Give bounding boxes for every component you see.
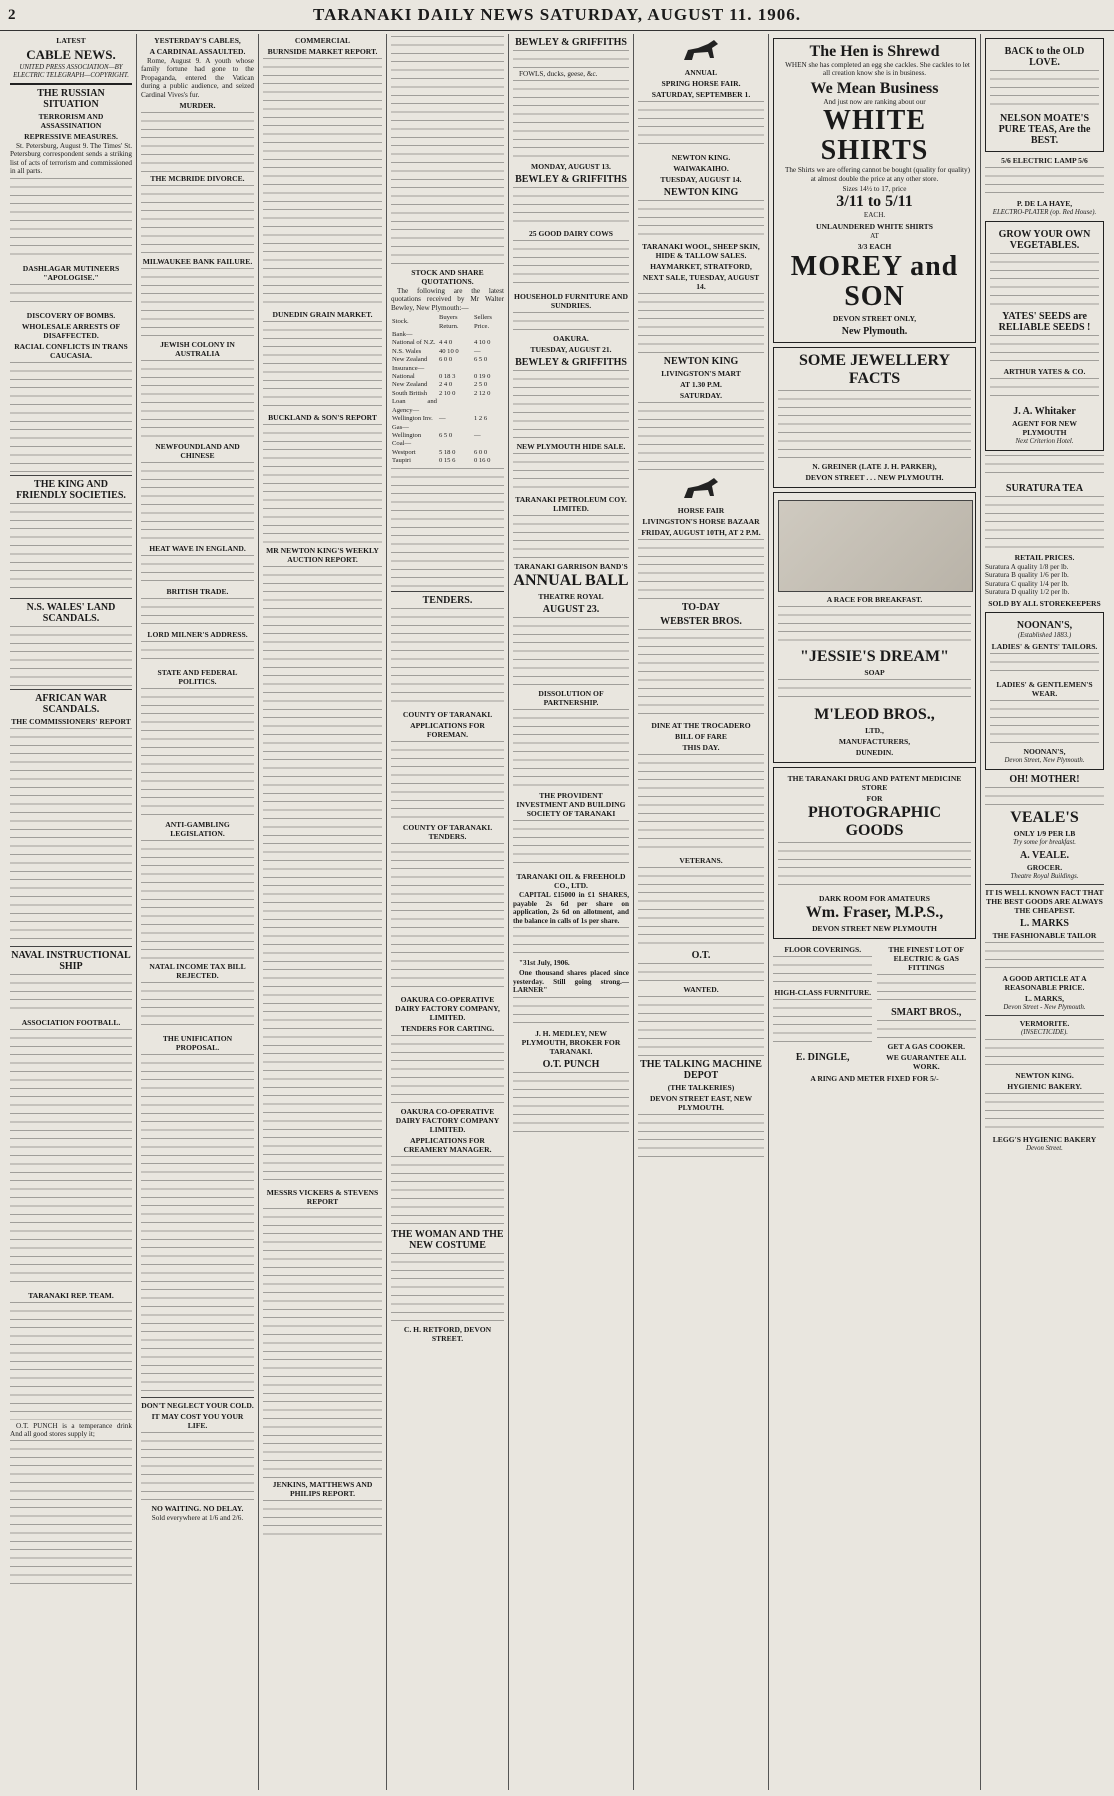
- commercial-heading: COMMERCIAL: [294, 36, 351, 45]
- agent-text: AGENT FOR NEW PLYMOUTH: [1012, 419, 1077, 437]
- smart-heading: SMART BROS.,: [891, 1007, 962, 1019]
- ltd-text: LTD.,: [865, 726, 884, 736]
- goods-heading: GOODS: [845, 822, 904, 840]
- natal-heading: NATAL INCOME TAX BILL REJECTED.: [149, 962, 246, 981]
- livingston-heading: LIVINGSTON'S MART: [661, 369, 741, 378]
- milner-heading: LORD MILNER'S ADDRESS.: [147, 630, 248, 640]
- table-row: Coal—: [392, 440, 412, 448]
- saturday-heading: SATURDAY, SEPTEMBER 1.: [651, 90, 751, 99]
- bg2-heading: BEWLEY & GRIFFITHS: [515, 174, 627, 186]
- leggs-text: LEGG'S HYGIENIC BAKERY: [992, 1134, 1097, 1144]
- provident-heading: THE PROVIDENT INVESTMENT AND BUILDING SOCIETY OF TARANAKI: [516, 791, 626, 819]
- vermorite-heading: VERMORITE.: [1019, 1018, 1070, 1028]
- price-line: Suratura A quality 1/8 per lb.: [985, 563, 1069, 571]
- nk2-heading: NEWTON KING: [663, 356, 739, 367]
- column-newton-king: [634, 34, 769, 1790]
- friday-heading: FRIDAY, AUGUST 10TH, AT 2 P.M.: [641, 528, 761, 537]
- column-commercial: [259, 34, 387, 1790]
- british-trade-heading: BRITISH TRADE.: [166, 587, 229, 597]
- morey-heading: MOREY and SON: [790, 251, 959, 313]
- messrs-heading: MESSRS VICKERS & STEVENS REPORT: [266, 1188, 379, 1206]
- hide-heading: NEW PLYMOUTH HIDE SALE.: [516, 442, 626, 452]
- mart-time: AT 1.30 P.M.: [680, 380, 722, 389]
- cooker-heading: GET A GAS COOKER.: [887, 1042, 966, 1052]
- guarantee-text: WE GUARANTEE ALL WORK.: [886, 1053, 967, 1072]
- table-row: South British 2 10 0 2 12 0: [392, 389, 491, 397]
- latest-label: LATEST: [56, 36, 86, 45]
- noonan-addr: Devon Street, New Plymouth.: [1004, 756, 1085, 764]
- price-line: Suratura D quality 1/2 per lb.: [985, 588, 1070, 597]
- tailors-heading: LADIES' & GENTS' TAILORS.: [991, 641, 1098, 651]
- ot-heading: O.T.: [691, 950, 711, 961]
- price-line: Suratura C quality 1/4 per lb.: [985, 579, 1069, 588]
- noonan-ad: [985, 612, 1104, 770]
- tuesday-heading: TUESDAY, AUGUST 21.: [530, 345, 612, 355]
- dunedin-text: DUNEDIN.: [855, 748, 894, 758]
- electric-heading: THE FINEST LOT OF ELECTRIC & GAS FITTINGS: [888, 945, 964, 973]
- price-text: 3/11 to 5/11: [836, 193, 913, 211]
- wholesale-heading: WHOLESALE ARRESTS OF DISAFFECTED.: [21, 321, 121, 340]
- cable-news-heading: CABLE NEWS.: [26, 47, 116, 62]
- for-text: FOR: [866, 794, 883, 804]
- whitaker-heading: J. A. Whitaker: [1013, 406, 1076, 417]
- devon-text: DEVON STREET ONLY,: [832, 314, 917, 324]
- theatre-heading: THEATRE ROYAL: [538, 592, 604, 602]
- bewley-heading: BEWLEY & GRIFFITHS: [515, 37, 627, 48]
- anti-gambling-heading: ANTI-GAMBLING LEGISLATION.: [165, 820, 230, 839]
- mcleod-heading: M'LEOD BROS.,: [814, 706, 935, 724]
- dashbag-heading: DASHLAGAR MUTINEERS "APOLOGISE.": [22, 263, 120, 282]
- spring-heading: SPRING HORSE FAIR.: [661, 79, 741, 88]
- known-heading: IT IS WELL KNOWN FACT THAT THE BEST GOODS ARE ALWAYS THE CHEAPEST.: [985, 887, 1104, 915]
- carting-heading: TENDERS FOR CARTING.: [400, 1023, 495, 1033]
- table-row: Gas—: [392, 423, 409, 431]
- tuesday-heading: TUESDAY, AUGUST 14.: [660, 175, 742, 184]
- jenkins-heading: JENKINS, MATTHEWS AND PHILIPS REPORT.: [272, 1480, 373, 1498]
- shares-text: One thousand shares placed since yesterday. Still going strong.—LARNER": [513, 969, 629, 995]
- cable-sub: UNITED PRESS ASSOCIATION—BY ELECTRIC TELEGRAPH—COPYRIGHT.: [13, 64, 129, 79]
- football-heading: ASSOCIATION FOOTBALL.: [21, 1017, 121, 1027]
- neglect-heading: DON'T NEGLECT YOUR COLD.: [141, 1401, 254, 1411]
- breakfast-illustration: [778, 500, 973, 592]
- lamp-heading: 5/6 ELECTRIC LAMP 5/6: [1001, 156, 1088, 165]
- talking-heading: THE TALKING MACHINE DEPOT: [640, 1059, 762, 1081]
- veale-heading: A. VEALE.: [1020, 849, 1069, 861]
- murder-heading: MURDER.: [179, 101, 216, 111]
- dingle-heading: E. DINGLE,: [795, 1052, 850, 1064]
- oil-heading: TARANAKI OIL & FREEHOLD CO., LTD.: [516, 872, 626, 891]
- table-row: N.S. Wales 40 10 0 —: [392, 347, 481, 355]
- king-heading: THE KING AND FRIENDLY SOCIETIES.: [16, 478, 126, 501]
- dunedin-heading: DUNEDIN GRAIN MARKET.: [272, 310, 373, 319]
- shirts-text: The Shirts we are offering cannot be bought (quality for quality) at almost double the price at any other store.: [784, 166, 971, 183]
- horse-illustration: [678, 474, 724, 504]
- state-fed-heading: STATE AND FEDERAL POLITICS.: [157, 668, 238, 687]
- hygienic-heading: HYGIENIC BAKERY.: [1007, 1081, 1082, 1091]
- this-day-heading: THIS DAY.: [682, 743, 720, 752]
- stock-col-header: Sellers Price.: [473, 314, 492, 330]
- band-heading: TARANAKI GARRISON BAND'S: [514, 562, 628, 572]
- table-row: Insurance—: [392, 364, 425, 372]
- jewish-heading: JEWISH COLONY IN AUSTRALIA: [160, 340, 235, 359]
- fraser-addr: DEVON STREET NEW PLYMOUTH: [812, 924, 937, 934]
- burnside-heading: BURNSIDE MARKET REPORT.: [267, 47, 378, 56]
- today-heading: TO-DAY: [681, 602, 721, 613]
- okaura-heading: OAKURA.: [553, 334, 589, 344]
- soap-ad: [773, 492, 976, 763]
- bill-heading: BILL OF FARE: [675, 732, 727, 741]
- dissolution-heading: DISSOLUTION OF PARTNERSHIP.: [538, 689, 604, 708]
- devon-addr: DEVON STREET EAST, NEW PLYMOUTH.: [649, 1094, 753, 1112]
- newfoundland-heading: NEWFOUNDLAND AND CHINESE: [155, 442, 240, 461]
- fair-heading: HORSE FAIR: [677, 506, 725, 515]
- floor-heading: FLOOR COVERINGS.: [784, 945, 862, 955]
- stock-col-header: Buyers Return.: [438, 314, 459, 330]
- leggs-addr: Devon Street.: [1026, 1144, 1063, 1152]
- monday-heading: MONDAY, AUGUST 13.: [531, 162, 611, 172]
- table-row: New Zealand 2 4 0 2 5 0: [392, 381, 488, 389]
- page-number: 2: [8, 7, 17, 23]
- at-text: AT: [870, 231, 879, 240]
- medley-text: J. H. MEDLEY, NEW PLYMOUTH, BROKER FOR TARANAKI.: [521, 1028, 621, 1056]
- newton-heading: NEWTON KING.: [671, 153, 731, 162]
- cardinal-heading: A CARDINAL ASSAULTED.: [149, 47, 246, 56]
- annual-label: ANNUAL: [684, 68, 718, 77]
- noonan-heading: NOONAN'S,: [1016, 619, 1073, 631]
- date-heading: AUGUST 23.: [542, 604, 600, 616]
- next-sale-heading: NEXT SALE, TUESDAY, AUGUST 14.: [642, 273, 760, 291]
- nk-text: NEWTON KING.: [1015, 1070, 1074, 1080]
- table-row: National 0 18 3 0 19 0: [392, 373, 491, 381]
- jewellery-heading: SOME JEWELLERY FACTS: [798, 352, 951, 388]
- mcbride-heading: THE MCBRIDE DIVORCE.: [150, 174, 245, 184]
- ranking-text: And just now are ranking about our: [823, 97, 926, 106]
- article-heading: A GOOD ARTICLE AT A REASONABLE PRICE.: [1002, 973, 1087, 992]
- stock-heading: STOCK AND SHARE QUOTATIONS.: [411, 268, 484, 286]
- horse-illustration: [678, 36, 724, 66]
- ring-heading: A RING AND METER FIXED FOR 5/-: [810, 1074, 939, 1084]
- veales-heading: VEALE'S: [1010, 808, 1079, 826]
- okaura-heading: OAKURA CO-OPERATIVE DAIRY FACTORY COMPANY, LIMITED.: [395, 994, 500, 1022]
- petroleum-heading: TARANAKI PETROLEUM COY. LIMITED.: [515, 495, 627, 514]
- date2-text: "31st July, 1906.: [519, 959, 570, 968]
- grocer-text: GROCER.: [1026, 862, 1063, 872]
- race-heading: A RACE FOR BREAKFAST.: [826, 595, 923, 605]
- est-text: (Established 1883.): [1017, 631, 1072, 639]
- capital-text: CAPITAL £15000 in £1 SHARES, payable 2s 6d per share on application, 2s 6d on allotment, and the balance in calls of 1s per share.: [513, 891, 629, 925]
- marks-heading: L. MARKS: [1020, 917, 1069, 929]
- racial-heading: RACIAL CONFLICTS IN TRANS CAUCASIA.: [14, 341, 128, 360]
- suratura-heading: SURATURA TEA: [1005, 483, 1084, 494]
- no-waiting-heading: NO WAITING. NO DELAY.: [151, 1504, 244, 1514]
- photo-heading: PHOTOGRAPHIC: [807, 804, 942, 822]
- mfr-text: MANUFACTURERS,: [838, 737, 911, 747]
- table-row: Wellington Inv. — 1 2 6: [392, 415, 488, 423]
- column-bewley-griffiths: [509, 34, 634, 1790]
- cost-heading: IT MAY COST YOU YOUR LIFE.: [151, 1412, 244, 1431]
- photo-ad: [773, 767, 976, 939]
- waiwakaiho-heading: WAIWAKAIHO.: [673, 164, 729, 173]
- saturday2-heading: SATURDAY.: [679, 391, 723, 400]
- heatwave-heading: HEAT WAVE IN ENGLAND.: [149, 544, 246, 554]
- wanted-heading: WANTED.: [683, 985, 719, 994]
- cables-heading: YESTERDAY'S CABLES,: [154, 36, 241, 45]
- price-line: Suratura B quality 1/6 per lb.: [985, 571, 1069, 580]
- table-row: Westport 5 18 0 6 0 0: [392, 448, 488, 456]
- sold-text: Sold everywhere at 1/6 and 2/6.: [151, 1514, 244, 1523]
- fraser-heading: Wm. Fraser, M.P.S.,: [805, 904, 944, 922]
- russian-heading: THE RUSSIAN SITUATION: [37, 88, 105, 110]
- greiner-text: N. GREINER (LATE J. H. PARKER),: [812, 462, 937, 472]
- terrorism-heading: TERRORISM AND ASSASSINATION: [38, 112, 104, 130]
- hen-title: The Hen is Shrewd: [809, 43, 940, 60]
- bazaar-heading: LIVINGSTON'S HORSE BAZAAR: [642, 517, 760, 526]
- county-heading: COUNTY OF TARANAKI.: [402, 709, 493, 719]
- tea-ad: [985, 38, 1104, 152]
- column-display-ads: [769, 34, 981, 1790]
- buckland-heading: BUCKLAND & SON'S REPORT: [268, 413, 377, 422]
- commissioners-heading: THE COMMISSIONERS' REPORT: [11, 716, 131, 726]
- cows-heading: 25 GOOD DAIRY COWS: [528, 229, 614, 239]
- stock-table-header: [391, 314, 504, 331]
- seeds-ad: [985, 221, 1104, 451]
- punch-verse: O.T. PUNCH is a temperance drink And all good stores supply it;: [10, 1421, 132, 1439]
- veterans-heading: VETERANS.: [679, 856, 723, 865]
- table-row: Wellington 6 5 0 —: [392, 431, 481, 439]
- masthead: [0, 0, 1114, 31]
- yates-heading: YATES' SEEDS are RELIABLE SEEDS !: [998, 311, 1091, 333]
- bg3-heading: BEWLEY & GRIFFITHS: [515, 357, 627, 369]
- russian-text: St. Petersburg, August 9. The Times' St. Petersburg correspondent sends a striking list of acts of terrorism and commissioned in all parts.: [10, 142, 132, 176]
- cardinal-text: Rome, August 9. A youth whose family fortune had gone to the Propaganda, entered the Vatican during a public audience, and seized Cardinal Vives's fur.: [141, 57, 254, 99]
- we-mean-text: We Mean Business: [810, 79, 939, 97]
- haymarket-heading: HAYMARKET, STRATFORD,: [650, 262, 752, 271]
- retford-text: C. H. RETFORD, DEVON STREET.: [403, 1324, 492, 1343]
- newtown-heading: MR NEWTON KING'S WEEKLY AUCTION REPORT.: [266, 546, 379, 564]
- noonan2-text: NOONAN'S,: [1023, 746, 1066, 756]
- unification-heading: THE UNIFICATION PROPOSAL.: [162, 1034, 233, 1053]
- furniture-heading: HOUSEHOLD FURNITURE AND SUNDRIES.: [514, 292, 628, 311]
- nelson-heading: NELSON MOATE'S PURE TEAS, Are the BEST.: [998, 113, 1091, 146]
- only-text: ONLY 1/9 PER LB: [1013, 828, 1076, 838]
- bottom-ads: [773, 943, 976, 1072]
- table-row: Taupiri 0 15 6 0 16 0: [392, 457, 491, 465]
- unlaundered-text: UNLAUNDERED WHITE SHIRTS: [816, 221, 933, 231]
- haye-heading: P. DE LA HAYE,: [1016, 199, 1073, 208]
- high-heading: HIGH-CLASS FURNITURE.: [774, 988, 872, 998]
- greiner-addr: DEVON STREET . . . NEW PLYMOUTH.: [805, 473, 944, 483]
- marks2-text: L. MARKS,: [1024, 993, 1065, 1003]
- wool-heading: TARANAKI WOOL, SHEEP SKIN, HIDE & TALLOW SALES.: [642, 242, 760, 260]
- column-cable-news: [6, 34, 137, 1790]
- webster-heading: WEBSTER BROS.: [660, 616, 742, 627]
- insecticide-text: (INSECTICIDE).: [1020, 1028, 1068, 1036]
- marks-addr: Devon Street - New Plymouth.: [1003, 1003, 1086, 1011]
- try-text: Try some for breakfast.: [1013, 838, 1076, 846]
- hen-ad: [773, 38, 976, 343]
- sizes-text: Sizes 14½ to 17, price: [842, 185, 907, 194]
- grow-heading: GROW YOUR OWN VEGETABLES.: [998, 229, 1091, 251]
- theatre-text: Theatre Royal Buildings.: [1010, 872, 1079, 880]
- stock-sub: The following are the latest quotations received by Mr Walter Bewley, New Plymouth:—: [391, 287, 504, 312]
- fashionable-text: THE FASHIONABLE TAILOR: [992, 930, 1097, 940]
- back-heading: BACK to the OLD LOVE.: [1004, 46, 1085, 68]
- columns: [6, 34, 1108, 1790]
- column-stock: [387, 34, 509, 1790]
- masthead-title: TARANAKI DAILY NEWS SATURDAY, AUGUST 11. 1906.: [313, 5, 801, 24]
- woman-heading: THE WOMAN AND THE NEW COSTUME: [391, 1228, 504, 1251]
- sold-heading: SOLD BY ALL STOREKEEPERS: [988, 598, 1101, 608]
- retail-heading: RETAIL PRICES.: [1014, 553, 1075, 562]
- trocadero-heading: DINE AT THE TROCADERO: [651, 721, 751, 730]
- soap-label: SOAP: [864, 668, 885, 678]
- okaura2-heading: OAKURA CO-OPERATIVE DAIRY FACTORY COMPANY LIMITED.: [395, 1106, 500, 1134]
- nk-heading: NEWTON KING: [663, 187, 739, 198]
- table-row: New Zealand 6 0 0 6 5 0: [392, 356, 488, 364]
- jessie-heading: "JESSIE'S DREAM": [800, 648, 949, 666]
- naval-heading: NAVAL INSTRUCTIONAL SHIP: [11, 949, 131, 972]
- foreman-heading: APPLICATIONS FOR FOREMAN.: [410, 720, 485, 739]
- yates-co: ARTHUR YATES & CO.: [1003, 367, 1086, 376]
- haye-sub: ELECTRO-PLATER (op. Red House).: [992, 209, 1097, 216]
- rep-team-heading: TARANAKI REP. TEAM.: [28, 1290, 114, 1300]
- each-text: EACH.: [863, 211, 886, 220]
- darkroom-text: DARK ROOM FOR AMATEURS: [818, 894, 931, 904]
- wear-heading: LADIES' & GENTLEMEN'S WEAR.: [996, 679, 1093, 698]
- np-text: New Plymouth.: [841, 326, 908, 338]
- table-row: Bank—: [392, 331, 413, 339]
- table-row: National of N.Z. 4 4 0 4 10 0: [392, 339, 491, 347]
- shirts-heading: WHITE SHIRTS: [820, 105, 929, 167]
- criterion-text: Next Criterion Hotel.: [1015, 438, 1074, 445]
- fowls-text: FOWLS, ducks, geese, &c.: [519, 70, 598, 78]
- price2-text: 3/3 EACH: [857, 242, 892, 252]
- talkeries: (THE TALKERIES): [667, 1083, 735, 1092]
- nsw-heading: N.S. WALES' LAND SCANDALS.: [26, 601, 116, 624]
- drug-heading: THE TARANAKI DRUG AND PATENT MEDICINE STORE: [787, 774, 962, 793]
- electric-ad: [877, 943, 976, 1072]
- repressive-heading: REPRESSIVE MEASURES.: [24, 132, 118, 141]
- floor-ad: [773, 943, 872, 1072]
- stock-col-header: Stock.: [392, 318, 409, 326]
- column-yesterdays-cables: [137, 34, 259, 1790]
- column-small-ads: [981, 34, 1108, 1790]
- jewellery-ad: [773, 347, 976, 488]
- hen-text: WHEN she has completed an egg she cackles. She cackles to let all creation know she is in business.: [785, 61, 970, 78]
- milwaukee-heading: MILWAUKEE BANK FAILURE.: [142, 257, 253, 267]
- tenders-heading: TENDERS.: [422, 594, 473, 606]
- table-row: Loan and Agency—: [392, 398, 437, 414]
- african-heading: AFRICAN WAR SCANDALS.: [35, 692, 107, 715]
- stock-table: [391, 314, 504, 465]
- bombs-heading: DISCOVERY OF BOMBS.: [26, 310, 116, 320]
- punch-heading: O.T. PUNCH: [542, 1058, 600, 1070]
- creamery-heading: APPLICATIONS FOR CREAMERY MANAGER.: [403, 1135, 492, 1154]
- mother-heading: OH! MOTHER!: [1009, 773, 1080, 785]
- county-tenders-heading: COUNTY OF TARANAKI. TENDERS.: [402, 822, 493, 841]
- ball-heading: ANNUAL BALL: [513, 572, 629, 590]
